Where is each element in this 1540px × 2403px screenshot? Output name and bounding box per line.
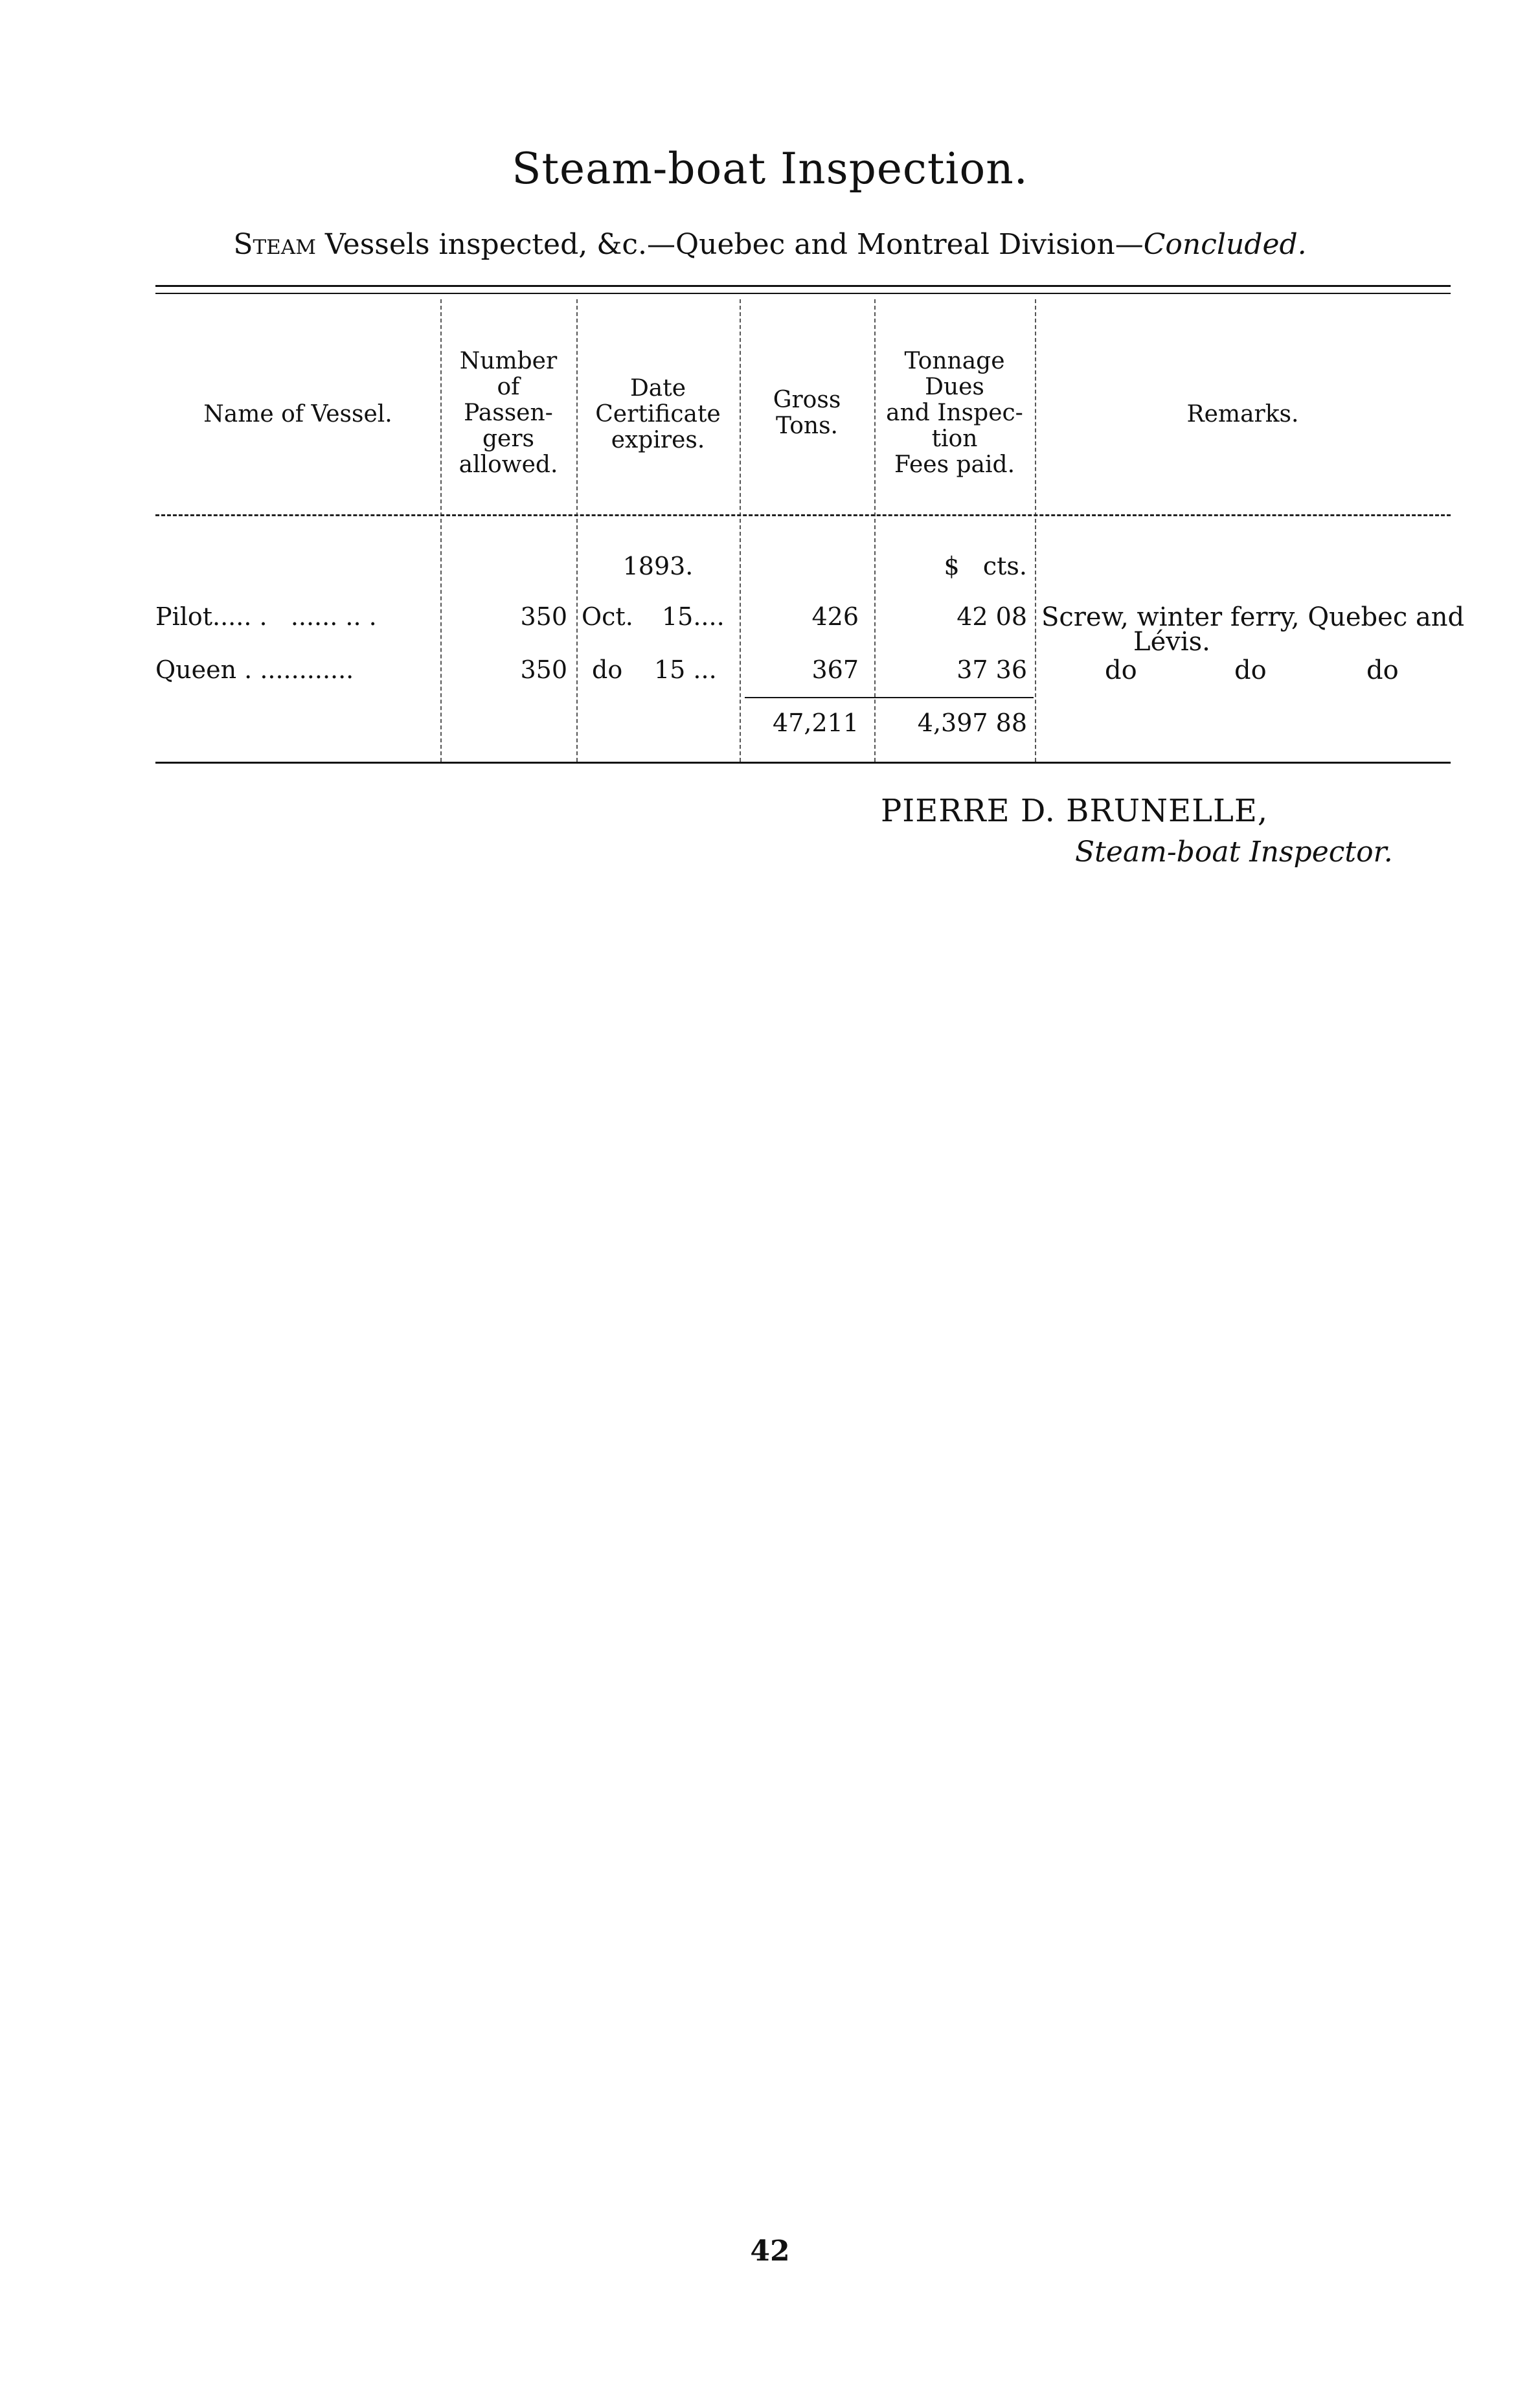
table-row-gross: 426	[811, 602, 859, 631]
inspector-name: PIERRE D. BRUNELLE,	[881, 793, 1269, 829]
inspector-title: Steam-boat Inspector.	[1075, 836, 1393, 869]
col-header-tonnage	[874, 348, 1035, 478]
header-line: expires.	[611, 427, 705, 453]
table-row-passengers: 350	[520, 655, 567, 684]
header-line: Certificate	[595, 401, 721, 427]
col-sep-3	[740, 299, 741, 762]
table-row-date-month: do	[592, 655, 623, 684]
header-line: Tons.	[776, 413, 838, 439]
header-line: tion	[931, 426, 978, 452]
table-row-vessel-name: Pilot..... . ...... .. .	[155, 602, 377, 631]
header-line: Tonnage	[904, 348, 1005, 374]
header-line: of	[497, 374, 520, 400]
ditto-mark: do	[1234, 655, 1267, 685]
year-label: 1893.	[622, 552, 694, 580]
currency-label: $ cts.	[944, 552, 1027, 580]
subtitle-caps: Steam	[233, 228, 316, 261]
top-rule-inner	[155, 293, 1451, 294]
header-rule	[155, 514, 1451, 516]
table-subtitle	[0, 228, 1540, 261]
table-row-vessel-name: Queen . ............	[155, 655, 354, 684]
table-row-remarks: Screw, winter ferry, Quebec and	[1041, 602, 1465, 632]
col-sep-2	[576, 299, 578, 762]
total-gross: 47,211	[773, 709, 859, 737]
col-header-gross	[740, 387, 874, 439]
col-header-name: Name of Vessel.	[203, 401, 392, 427]
col-header-date	[576, 376, 740, 453]
subtitle-main: Vessels inspected, &c.—Quebec and Montreal Division—	[315, 228, 1144, 261]
table-row-date-day: 15 ...	[654, 655, 717, 684]
totals-rule	[745, 697, 1034, 698]
header-line: and Inspec-	[886, 400, 1023, 426]
bottom-rule	[155, 762, 1451, 764]
top-rule	[155, 285, 1451, 287]
page-title: Steam-boat Inspection.	[512, 144, 1028, 194]
table-row-passengers: 350	[520, 602, 567, 631]
ditto-mark: do	[1105, 655, 1137, 685]
col-sep-5	[1035, 299, 1036, 762]
table-row-fees: 37 36	[957, 655, 1027, 684]
col-header-passengers	[440, 348, 576, 478]
header-line: gers	[482, 426, 535, 452]
table-row-gross: 367	[811, 655, 859, 684]
total-fees: 4,397 88	[917, 709, 1027, 737]
header-line: Date	[629, 375, 686, 402]
header-line: Fees paid.	[894, 451, 1015, 478]
ditto-mark: do	[1366, 655, 1399, 685]
page-number: 42	[750, 2235, 790, 2268]
header-line: allowed.	[459, 451, 558, 478]
header-line: Passen-	[464, 400, 553, 426]
header-line: Dues	[925, 374, 984, 400]
table-row-date-month: Oct.	[582, 602, 633, 631]
subtitle-italic: Concluded.	[1143, 228, 1307, 261]
header-line: Gross	[773, 387, 841, 413]
table-row-fees: 42 08	[957, 602, 1027, 631]
header-line: Number	[459, 348, 558, 374]
table-row-date-day: 15....	[662, 602, 725, 631]
table-row-remarks-cont: Lévis.	[1133, 627, 1210, 657]
col-header-remarks: Remarks.	[1186, 401, 1299, 427]
